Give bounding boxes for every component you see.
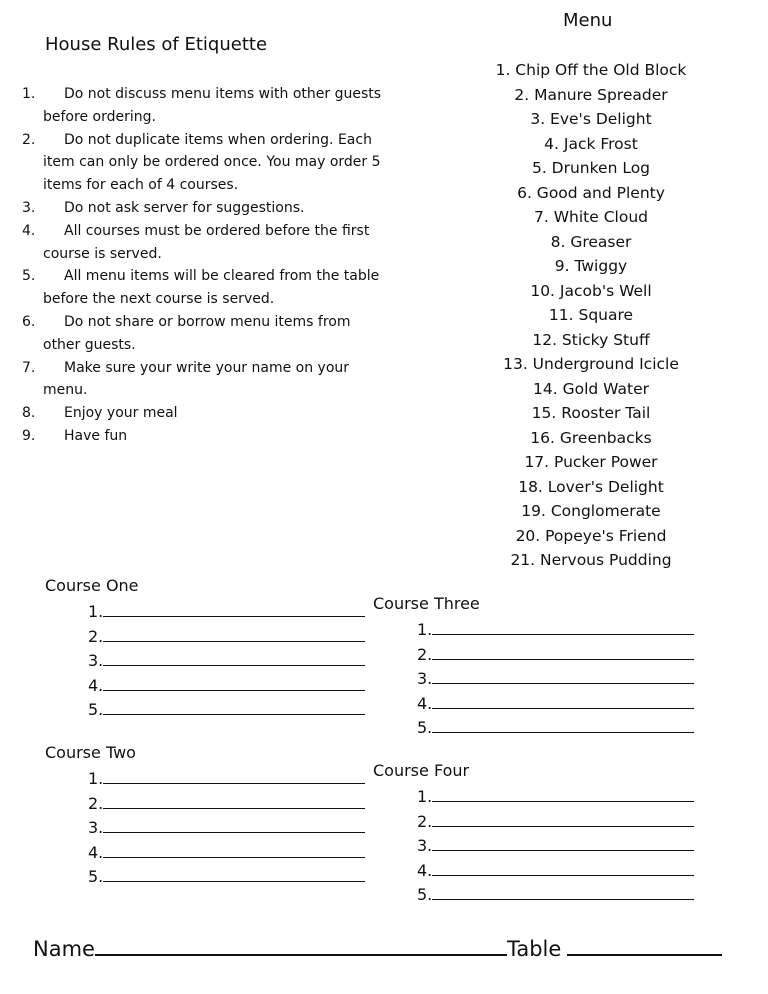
course-line <box>417 667 694 692</box>
course-line <box>88 698 365 723</box>
course-line <box>88 600 365 625</box>
menu-title: Menu <box>563 10 613 31</box>
course-line <box>88 649 365 674</box>
menu-item: 3. Eve's Delight <box>530 110 652 128</box>
rule-text: Enjoy your meal <box>64 405 178 422</box>
rule-item <box>22 129 392 197</box>
course-line-blank[interactable] <box>103 767 365 784</box>
course-line-blank[interactable] <box>103 792 365 809</box>
rule-number: 4. <box>22 222 36 239</box>
course-line <box>417 834 694 859</box>
course-three-title: Course Three <box>373 594 480 613</box>
footer <box>33 932 722 961</box>
rule-number: 3. <box>22 199 36 216</box>
rule-item <box>22 197 392 220</box>
rule-text: All menu items will be cleared from the table before the next course is served. <box>43 268 380 308</box>
rule-item <box>22 265 392 311</box>
course-line-number: 4. <box>417 860 433 880</box>
course-line-blank[interactable] <box>432 667 694 684</box>
course-line-blank[interactable] <box>103 674 365 691</box>
course-line-number: 5. <box>417 885 433 904</box>
rule-text: All courses must be ordered before the first course is served. <box>43 222 370 262</box>
course-line-number: 2. <box>417 811 433 831</box>
rule-text: Make sure your write your name on your menu. <box>43 359 350 399</box>
course-line-number: 1. <box>417 620 433 639</box>
table-label: Table <box>506 937 562 961</box>
course-two-title: Course Two <box>45 743 136 762</box>
course-line-number: 4. <box>417 693 433 713</box>
course-line <box>88 865 365 890</box>
course-one <box>45 576 365 723</box>
course-line-number: 1. <box>417 787 433 806</box>
course-line-blank[interactable] <box>103 841 365 858</box>
course-four-title: Course Four <box>373 761 470 780</box>
course-line-number: 3. <box>417 669 433 688</box>
course-line-blank[interactable] <box>432 785 694 802</box>
rule-number: 6. <box>22 313 36 330</box>
course-line-blank[interactable] <box>432 810 694 827</box>
course-line-number: 5. <box>417 718 433 737</box>
menu-item: 21. Nervous Pudding <box>510 551 672 569</box>
course-one-title: Course One <box>45 576 139 595</box>
rule-item <box>22 83 392 129</box>
course-line-blank[interactable] <box>103 816 365 833</box>
menu-item: 16. Greenbacks <box>530 428 652 447</box>
rule-text: Have fun <box>64 427 128 444</box>
course-line-number: 4. <box>88 842 104 862</box>
rule-item <box>22 220 392 266</box>
course-line <box>88 792 365 817</box>
rule-number: 1. <box>22 86 36 102</box>
course-line-number: 3. <box>88 818 104 837</box>
course-line <box>417 716 694 741</box>
course-line-number: 2. <box>88 626 104 646</box>
rule-number: 2. <box>22 131 36 148</box>
menu-item: 6. Good and Plenty <box>517 183 665 202</box>
menu-item: 1. Chip Off the Old Block <box>495 61 687 79</box>
course-two <box>45 743 365 890</box>
rules-list <box>22 83 392 448</box>
course-line-number: 5. <box>88 700 104 719</box>
course-line-number: 5. <box>88 867 104 886</box>
course-line-blank[interactable] <box>432 834 694 851</box>
course-line <box>417 692 694 717</box>
rule-number: 7. <box>22 359 36 376</box>
course-line <box>417 785 694 810</box>
course-line <box>417 810 694 835</box>
course-line <box>417 883 694 908</box>
rules-title: House Rules of Etiquette <box>45 34 268 55</box>
rule-item <box>22 402 392 425</box>
course-line <box>88 841 365 866</box>
course-line-number: 2. <box>88 793 104 813</box>
menu-item: 11. Square <box>548 306 634 324</box>
rule-text: Do not share or borrow menu items from other guests. <box>43 313 351 353</box>
rule-item <box>22 311 392 357</box>
course-line-number: 4. <box>88 675 104 695</box>
course-line <box>417 643 694 668</box>
course-line-number: 1. <box>88 602 104 621</box>
course-line <box>417 859 694 884</box>
rule-text: Do not duplicate items when ordering. Each item can only be ordered once. You may order 5 items for each of 4 courses. <box>43 131 381 194</box>
course-line <box>88 674 365 699</box>
course-line <box>88 816 365 841</box>
name-label: Name <box>33 937 95 961</box>
course-four-lines <box>417 785 694 908</box>
menu-item: 17. Pucker Power <box>524 453 658 471</box>
course-line-number: 3. <box>417 836 433 855</box>
rule-number: 8. <box>22 405 36 422</box>
course-one-lines <box>88 600 365 723</box>
menu-item: 8. Greaser <box>550 232 632 251</box>
table-blank[interactable] <box>567 932 722 956</box>
menu-item: 19. Conglomerate <box>521 502 661 520</box>
menu-list <box>460 58 722 573</box>
rule-number: 5. <box>22 268 36 285</box>
course-line-blank[interactable] <box>103 698 365 715</box>
menu-item: 12. Sticky Stuff <box>532 330 650 349</box>
menu-item: 2. Manure Spreader <box>514 85 668 104</box>
menu-item: 15. Rooster Tail <box>531 404 651 422</box>
course-line-blank[interactable] <box>103 625 365 642</box>
course-line-blank[interactable] <box>103 649 365 666</box>
course-line-blank[interactable] <box>432 643 694 660</box>
course-line-number: 3. <box>88 651 104 670</box>
course-two-lines <box>88 767 365 890</box>
course-four <box>373 761 694 908</box>
menu-item: 18. Lover's Delight <box>518 477 664 496</box>
course-line-blank[interactable] <box>432 883 694 900</box>
rule-text: Do not ask server for suggestions. <box>64 199 305 216</box>
menu-item: 13. Underground Icicle <box>503 355 679 373</box>
course-line-blank[interactable] <box>103 600 365 617</box>
course-line-number: 1. <box>88 769 104 788</box>
course-line-blank[interactable] <box>103 865 365 882</box>
course-line-blank[interactable] <box>432 716 694 733</box>
menu-item: 10. Jacob's Well <box>530 281 652 300</box>
menu-item: 4. Jack Frost <box>544 134 638 153</box>
menu-item: 7. White Cloud <box>534 208 648 226</box>
rule-number: 9. <box>22 427 36 444</box>
course-line <box>88 767 365 792</box>
rule-text: Do not discuss menu items with other guests before ordering. <box>43 86 382 125</box>
course-three-lines <box>417 618 694 741</box>
course-three <box>373 594 694 741</box>
menu-item: 14. Gold Water <box>533 379 649 398</box>
course-line-blank[interactable] <box>432 859 694 876</box>
menu-item: 9. Twiggy <box>554 257 628 275</box>
course-line-blank[interactable] <box>432 618 694 635</box>
rule-item <box>22 425 392 448</box>
name-blank[interactable] <box>95 932 507 956</box>
menu-item: 20. Popeye's Friend <box>515 526 667 545</box>
course-line-blank[interactable] <box>432 692 694 709</box>
course-line <box>417 618 694 643</box>
rule-item <box>22 357 392 403</box>
menu-item: 5. Drunken Log <box>531 159 651 177</box>
course-line <box>88 625 365 650</box>
course-line-number: 2. <box>417 644 433 664</box>
